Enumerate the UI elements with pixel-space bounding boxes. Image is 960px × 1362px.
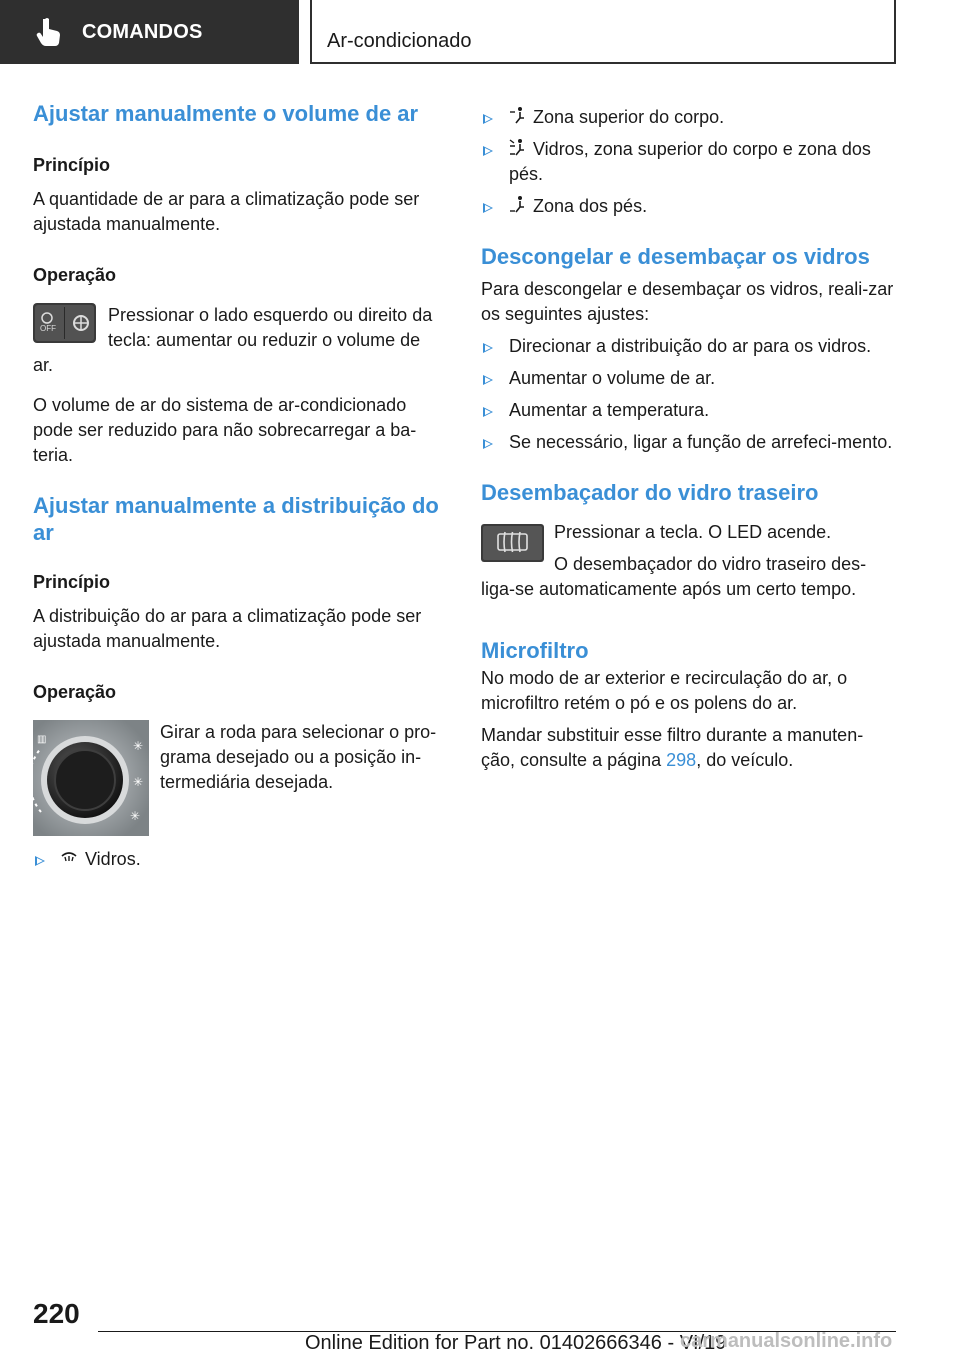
section-header <box>310 0 896 64</box>
hand-pointer-icon <box>36 17 62 47</box>
list-item <box>481 105 896 130</box>
upper-body-air-icon <box>509 106 525 126</box>
heading-air-distribution: Ajustar manualmente a distribuição do ar <box>33 493 439 545</box>
bullet-text: Zona dos pés. <box>533 196 648 216</box>
air-volume-note: O volume de ar do sistema de ar-condicionado pode ser reduzido para não sobrecarregar a ba-teria. <box>33 395 417 465</box>
windshield-icon <box>61 848 77 868</box>
svg-text:✳: ✳ <box>133 739 144 753</box>
microfilter-maintenance <box>481 723 896 773</box>
microfilter-maintenance-a: Mandar substituir esse filtro durante a manuten-ção, consulte a página <box>481 725 864 770</box>
svg-text:✳: ✳ <box>130 809 141 823</box>
principle-text-2: A distribuição do ar para a climatização pode ser ajustada manualmente. <box>33 606 422 651</box>
bullet-triangle-icon <box>483 375 493 385</box>
heading-defrost: Descongelar e desembaçar os vidros <box>481 244 870 269</box>
bullet-text: Vidros. <box>85 849 141 869</box>
rear-defrost-button-image <box>481 524 544 562</box>
list-item <box>481 398 896 423</box>
microfilter-text: No modo de ar exterior e recirculação do ar, o microfiltro retém o pó e os polens do ar. <box>481 668 848 713</box>
bullet-triangle-icon <box>483 407 493 417</box>
rear-defrost-text-1: Pressionar a tecla. O LED acende. <box>554 522 832 542</box>
heading-air-volume: Ajustar manualmente o volume de ar <box>33 101 419 126</box>
operation-text-2: Girar a roda para selecionar o pro-grama desejado ou a posição in-termediária desejada. <box>160 722 437 792</box>
bullet-triangle-icon <box>483 146 493 156</box>
svg-text:✳: ✳ <box>133 775 144 789</box>
subheading-principle: Princípio <box>33 155 111 175</box>
bullet-triangle-icon <box>483 203 493 213</box>
watermark: carmanualsonline.info <box>680 1330 893 1352</box>
bullet-text: Aumentar a temperatura. <box>509 400 710 420</box>
heading-microfilter: Microfiltro <box>481 638 589 663</box>
footer-edition: Online Edition for Part no. 01402666346 - VI/19 <box>305 1332 727 1354</box>
list-item <box>481 137 896 187</box>
subheading-principle-2: Princípio <box>33 572 111 592</box>
page-number: 220 <box>33 1298 80 1329</box>
list-item <box>481 366 896 391</box>
defrost-intro: Para descongelar e desembaçar os vidros, reali-zar os seguintes ajustes: <box>481 279 894 324</box>
fan-button-image <box>33 303 96 343</box>
bullet-text: Aumentar o volume de ar. <box>509 368 716 388</box>
bullet-text: Se necessário, ligar a função de arrefeci-mento. <box>509 432 893 452</box>
list-item <box>481 194 896 219</box>
chapter-label: COMANDOS <box>82 20 203 43</box>
list-item <box>481 334 896 359</box>
bullet-triangle-icon <box>483 114 493 124</box>
bullet-text: Zona superior do corpo. <box>533 107 725 127</box>
off-label: OFF <box>40 324 56 333</box>
right-column <box>481 100 896 773</box>
principle-text: A quantidade de ar para a climatização pode ser ajustada manualmente. <box>33 189 420 234</box>
list-item <box>33 847 448 872</box>
bullet-triangle-icon <box>35 856 45 866</box>
operation-text-end: ar. <box>33 355 54 375</box>
microfilter-maintenance-b: , do veículo. <box>696 750 794 770</box>
svg-text:▥: ▥ <box>37 734 47 745</box>
subheading-operation: Operação <box>33 265 117 285</box>
bullet-triangle-icon <box>483 439 493 449</box>
bullet-text: Direcionar a distribuição do ar para os vidros. <box>509 336 872 356</box>
list-item <box>481 430 896 455</box>
page-link[interactable]: 298 <box>666 750 697 770</box>
rear-defrost-text-2: O desembaçador do vidro traseiro des- <box>554 554 867 574</box>
bullet-text: Vidros, zona superior do corpo e zona dos pés. <box>509 139 871 184</box>
bullet-triangle-icon <box>483 343 493 353</box>
operation-text: Pressionar o lado esquerdo ou direito da tecla: aumentar ou reduzir o volume de <box>108 305 433 350</box>
heading-rear-defroster: Desembaçador do vidro traseiro <box>481 480 819 505</box>
chapter-tab <box>0 0 299 64</box>
left-column <box>33 100 448 872</box>
subheading-operation-2: Operação <box>33 682 117 702</box>
section-title: Ar-condicionado <box>327 30 472 52</box>
window-body-feet-air-icon <box>509 138 525 158</box>
distribution-dial-image <box>33 720 149 836</box>
rear-defrost-text-2-end: liga-se automaticamente após um certo tempo. <box>481 579 857 599</box>
footwell-air-icon <box>509 195 525 215</box>
